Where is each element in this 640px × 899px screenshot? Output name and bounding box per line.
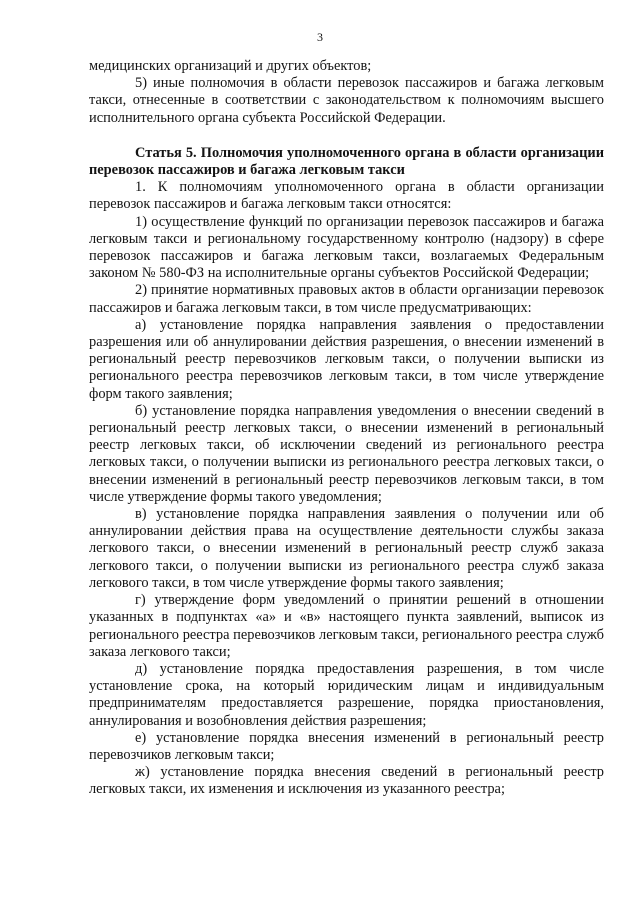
paragraph: в) установление порядка направления заявления о получении или об аннулировании действия права на осуществление деятельности службы заказа легкового такси, о внесении изменений в региональный реестр служб заказа легкового такси, о получении выписки из регионального реестра служб заказа легкового такси, в том числе утверждение формы такого заявления; — [89, 506, 604, 591]
article-title: Статья 5. Полномочия уполномоченного органа в области организации перевозок пассажиров и багажа легковым такси — [89, 144, 604, 179]
paragraph: медицинских организаций и других объектов; — [89, 58, 372, 74]
paragraph: д) установление порядка предоставления разрешения, в том числе установление срока, на который юридическим лицам и индивидуальным предпринимателям предоставляется разрешение, порядка приостановления, аннулирования и возобновления действия разрешения; — [89, 660, 604, 729]
page-number: 3 — [317, 30, 323, 44]
paragraph: е) установление порядка внесения изменений в региональный реестр перевозчиков легковым такси; — [89, 729, 604, 763]
paragraph: г) утверждение форм уведомлений о принятии решений в отношении указанных в подпунктах «а» и «в» настоящего пункта заявлений, выписок из регионального реестра перевозчиков легковым такси, регионального реестра служб заказа легкового такси; — [89, 592, 604, 660]
paragraph: 2) принятие нормативных правовых актов в области организации перевозок пассажиров и багажа легковым такси, в том числе предусматривающих: — [89, 282, 604, 316]
paragraph: а) установление порядка направления заявления о предоставлении разрешения или об аннулировании действия разрешения, о внесении изменений в региональный реестр перевозчиков легковым такси, о получении выписки из регионального реестра перевозчиков легковым такси, в том числе утверждение форм такого заявления; — [89, 316, 604, 402]
document-body — [89, 58, 604, 799]
paragraph: 1) осуществление функций по организации перевозок пассажиров и багажа легковым такси и региональному государственному контролю (надзору) в сфере перевозок пассажиров и багажа легковым такси, возлагаемых Федеральным законом № 580-ФЗ на исполнительные органы субъектов Российской Федерации; — [89, 213, 604, 282]
paragraph: б) установление порядка направления уведомления о внесении сведений в региональный реестр легковых такси, о внесении изменений в региональный реестр легковых такси, об исключении сведений из регионального реестра легковых такси, о получении выписки из регионального реестра легковых такси, о внесении изменений в региональный реестр перевозчиков легковым такси, в том числе утверждение формы такого уведомления; — [89, 402, 604, 505]
paragraph: ж) установление порядка внесения сведений в региональный реестр легковых такси, их изменения и исключения из указанного реестра; — [89, 764, 604, 798]
paragraph: 1. К полномочиям уполномоченного органа в области организации перевозок пассажиров и багажа легковым такси относятся: — [89, 179, 604, 213]
paragraph: 5) иные полномочия в области перевозок пассажиров и багажа легковым такси, отнесенные в соответствии с законодательством к полномочиям высшего исполнительного органа субъекта Российской Федерации. — [89, 75, 604, 126]
